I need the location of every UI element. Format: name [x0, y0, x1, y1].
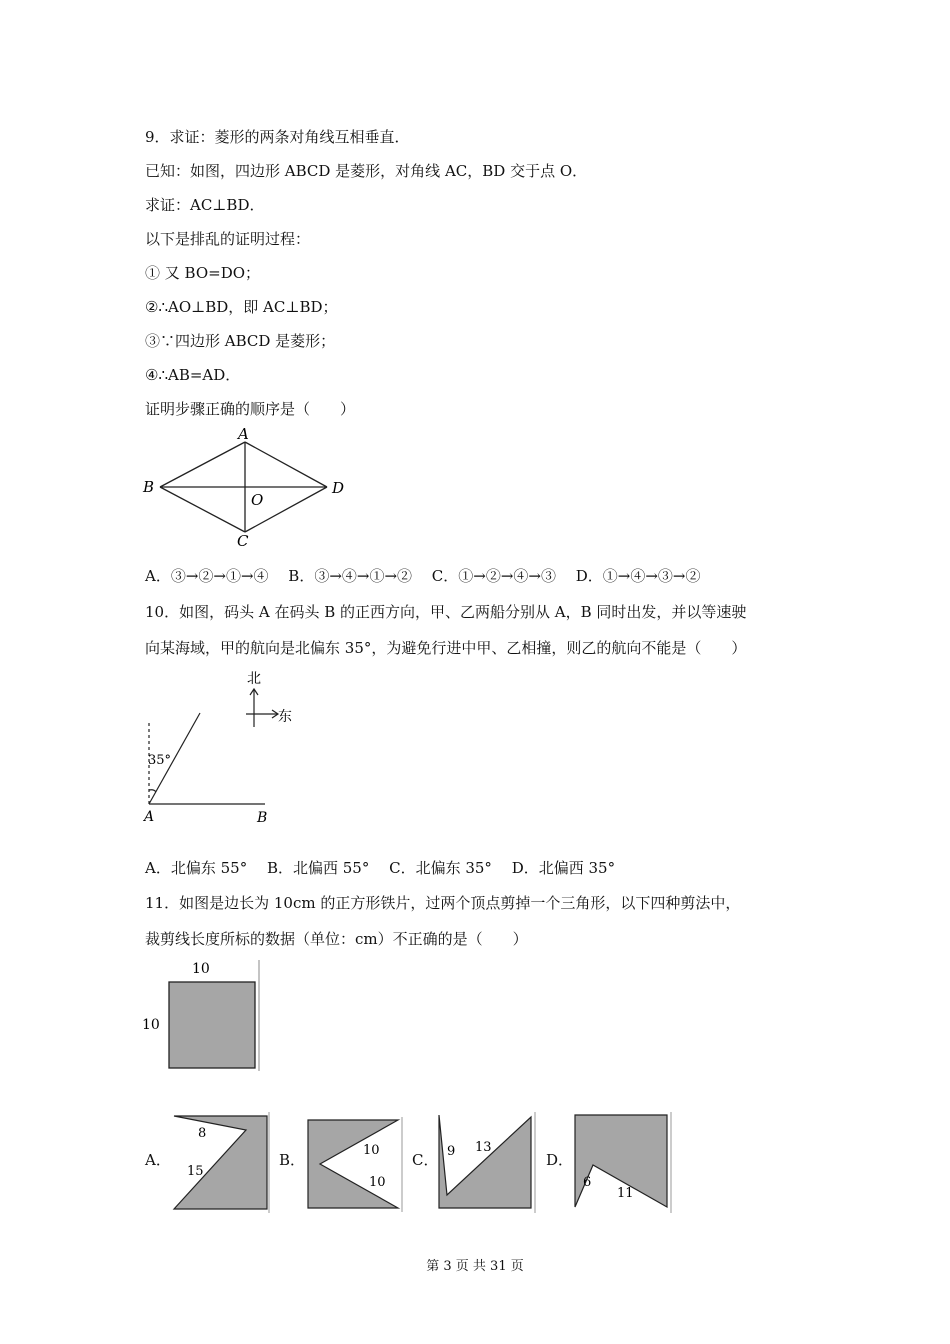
page-footer: 第 3 页 共 31 页	[426, 1259, 524, 1274]
square-sheet	[169, 982, 255, 1068]
q9-intro: 以下是排乱的证明过程：	[145, 230, 311, 248]
compass-figure	[140, 665, 305, 830]
label-o: O	[251, 491, 264, 509]
q10-line2: 向某海域，甲的航向是北偏东 35°，为避免行进中甲、乙相撞，则乙的航向不能是（ ）	[145, 639, 747, 657]
option-a-figure	[168, 1110, 273, 1215]
q9-step-4: ④∴AB=AD．	[145, 366, 241, 384]
label-c: C	[237, 532, 249, 550]
option-a-n1: 8	[198, 1126, 207, 1141]
option-c-n1: 9	[447, 1144, 456, 1159]
q9-question: 证明步骤正确的顺序是（ ）	[145, 400, 356, 418]
q10-line1: 10．如图，码头 A 在码头 B 的正西方向，甲、乙两船分别从 A，B 同时出发，并以等速驶	[145, 603, 747, 621]
q10-options: A．北偏东 55° B．北偏西 55° C．北偏东 35° D．北偏西 35°	[145, 859, 616, 877]
q9-step-1: ① 又 BO=DO；	[145, 264, 261, 282]
q9-title: 9．求证：菱形的两条对角线互相垂直．	[145, 128, 410, 146]
option-c-n2: 13	[475, 1140, 492, 1155]
label-b: B	[257, 810, 268, 826]
q9-given: 已知：如图，四边形 ABCD 是菱形，对角线 AC，BD 交于点 O．	[145, 162, 588, 180]
q9-step-2: ②∴AO⊥BD，即 AC⊥BD；	[145, 298, 338, 316]
option-c-figure	[434, 1110, 539, 1215]
square-figure	[140, 955, 265, 1075]
option-b-label: B．	[279, 1151, 306, 1169]
option-b-figure	[303, 1115, 408, 1215]
option-b-n2: 10	[369, 1175, 386, 1190]
option-d-label: D．	[546, 1151, 574, 1169]
option-d-n2: 11	[617, 1186, 634, 1201]
square-left-label: 10	[142, 1017, 160, 1033]
q9-options: A．③→②→①→④ B．③→④→①→② C．①→②→④→③ D．①→④→③→②	[145, 567, 701, 585]
q11-line2: 裁剪线长度所标的数据（单位：cm）不正确的是（ ）	[145, 930, 528, 948]
label-a: A	[144, 809, 155, 825]
option-a-label: A．	[145, 1151, 171, 1169]
label-b: B	[143, 478, 155, 496]
square-top-label: 10	[192, 961, 210, 977]
option-d-figure	[570, 1110, 675, 1215]
q9-prove: 求证：AC⊥BD．	[145, 196, 265, 214]
q11-line1: 11．如图是边长为 10cm 的正方形铁片，过两个顶点剪掉一个三角形，以下四种剪法中，	[145, 894, 741, 912]
option-d-n1: 6	[583, 1175, 592, 1190]
option-c-label: C．	[412, 1151, 439, 1169]
rhombus-figure	[140, 425, 355, 550]
label-a: A	[238, 425, 249, 443]
option-b-n1: 10	[363, 1143, 380, 1158]
label-d: D	[332, 479, 345, 497]
angle-label: 35°	[148, 753, 172, 768]
q9-step-3: ③∵四边形 ABCD 是菱形；	[145, 332, 336, 350]
option-a-n2: 15	[187, 1164, 204, 1179]
east-label: 东	[278, 709, 292, 725]
north-label: 北	[247, 671, 261, 687]
